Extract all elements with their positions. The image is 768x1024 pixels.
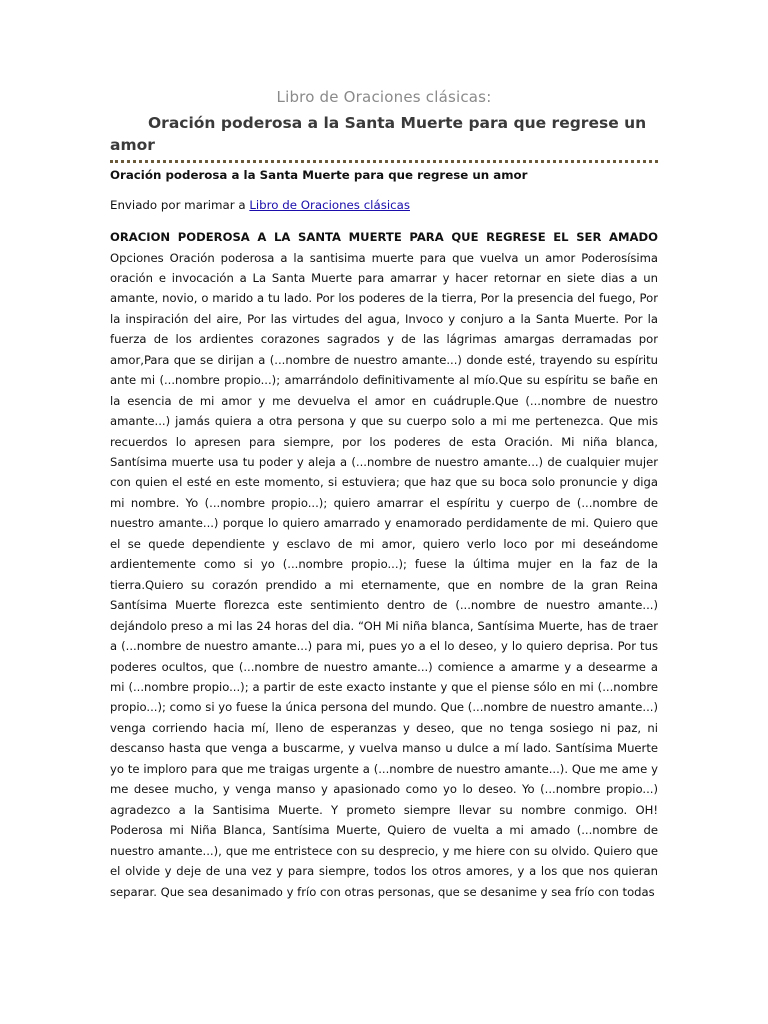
document-header (110, 88, 658, 156)
sent-by-prefix: Enviado por marimar a (110, 198, 250, 212)
dotted-divider (110, 160, 658, 163)
sent-by-line (110, 195, 658, 215)
document-title: Oración poderosa a la Santa Muerte para que regrese un amor (110, 114, 647, 154)
document-page (110, 84, 658, 948)
prayer-body: Opciones Oración poderosa a la santisima muerte para que vuelva un amor Poderosísima oración e invocación a La Santa Muerte para amarrar y hacer retornar en siete dias a un amante, novio, o marido a tu lado. Por los poderes de la tierra, Por la presencia del fuego, Por la inspiración del aire, Por las virtudes del agua, Invoco y conjuro a la Santa Muerte. Por la fuerza de los ardientes corazones sagrados y de las lágrimas amargas derramadas por amor,Para que se dirijan a (...nombre de nuestro amante...) donde esté, trayendo su espíritu ante mi (...nombre propio...); amarrándolo definitivamente al mío.Que su espíritu se bañe en la esencia de mi amor y me devuelva el amor en cuádruple.Que (...nombre de nuestro amante...) jamás quiera a otra persona y que su cuerpo solo a mi me pertenezca. Que mis recuerdos lo apresen para siempre, por los poderes de esta Oración. Mi niña blanca, Santísima muerte usa tu poder y aleja a (...nombre de nuestro amante...) de cualquier mujer con quien el esté en este momento, si estuviera; que haz que su boca solo pronuncie y diga mi nombre. Yo (...nombre propio...); quiero amarrar el espíritu y cuerpo de (...nombre de nuestro amante...) porque lo quiero amarrado y enamorado perdidamente de mi. Quiero que el se quede dependiente y esclavo de mi amor, quiero verlo loco por mi deseándome ardientemente como si yo (...nombre propio...); fuese la última mujer en la faz de la tierra.Quiero su corazón prendido a mi eternamente, que en nombre de la gran Reina Santísima Muerte florezca este sentimiento dentro de (...nombre de nuestro amante...) dejándolo preso a mi las 24 horas del dia. “OH Mi niña blanca, Santísima Muerte, has de traer a (...nombre de nuestro amante...) para mi, pues yo a el lo deseo, y lo quiero deprisa. Por tus poderes ocultos, que (...nombre de nuestro amante...) comience a amarme y a desearme a mi (...nombre propio...); a partir de este exacto instante y que el piense sólo en mi (...nombre propio...); como si yo fuese la única persona del mundo. Que (...nombre de nuestro amante...) venga corriendo hacia mí, lleno de esperanzas y deseo, que no tenga sosiego ni paz, ni descanso hasta que venga a buscarme, y vuelva manso u dulce a mí lado. Santísima Muerte yo te imploro para que me traigas urgente a (...nombre de nuestro amante...). Que me ame y me desee mucho, y venga manso y apasionado como yo lo deseo. Yo (...nombre propio...) agradezco a la Santisima Muerte. Y prometo siempre llevar su nombre conmigo. OH! Poderosa mi Niña Blanca, Santísima Muerte, Quiero de vuelta a mi amado (...nombre de nuestro amante...), que me entristece con su desprecio, y me hiere con su olvido. Quiero que el olvide y deje de una vez y para siempre, todos los otros amores, y a los que nos quieran separar. Que sea desanimado y frío con otras personas, que se desanime y sea frío con todas (110, 250, 658, 899)
collection-link[interactable]: Libro de Oraciones clásicas (249, 198, 410, 212)
document-subtitle: Libro de Oraciones clásicas: (276, 88, 492, 106)
prayer-heading: ORACION PODEROSA A LA SANTA MUERTE PARA QUE REGRESE EL SER AMADO (110, 230, 658, 244)
post-title: Oración poderosa a la Santa Muerte para que regrese un amor (110, 168, 528, 182)
